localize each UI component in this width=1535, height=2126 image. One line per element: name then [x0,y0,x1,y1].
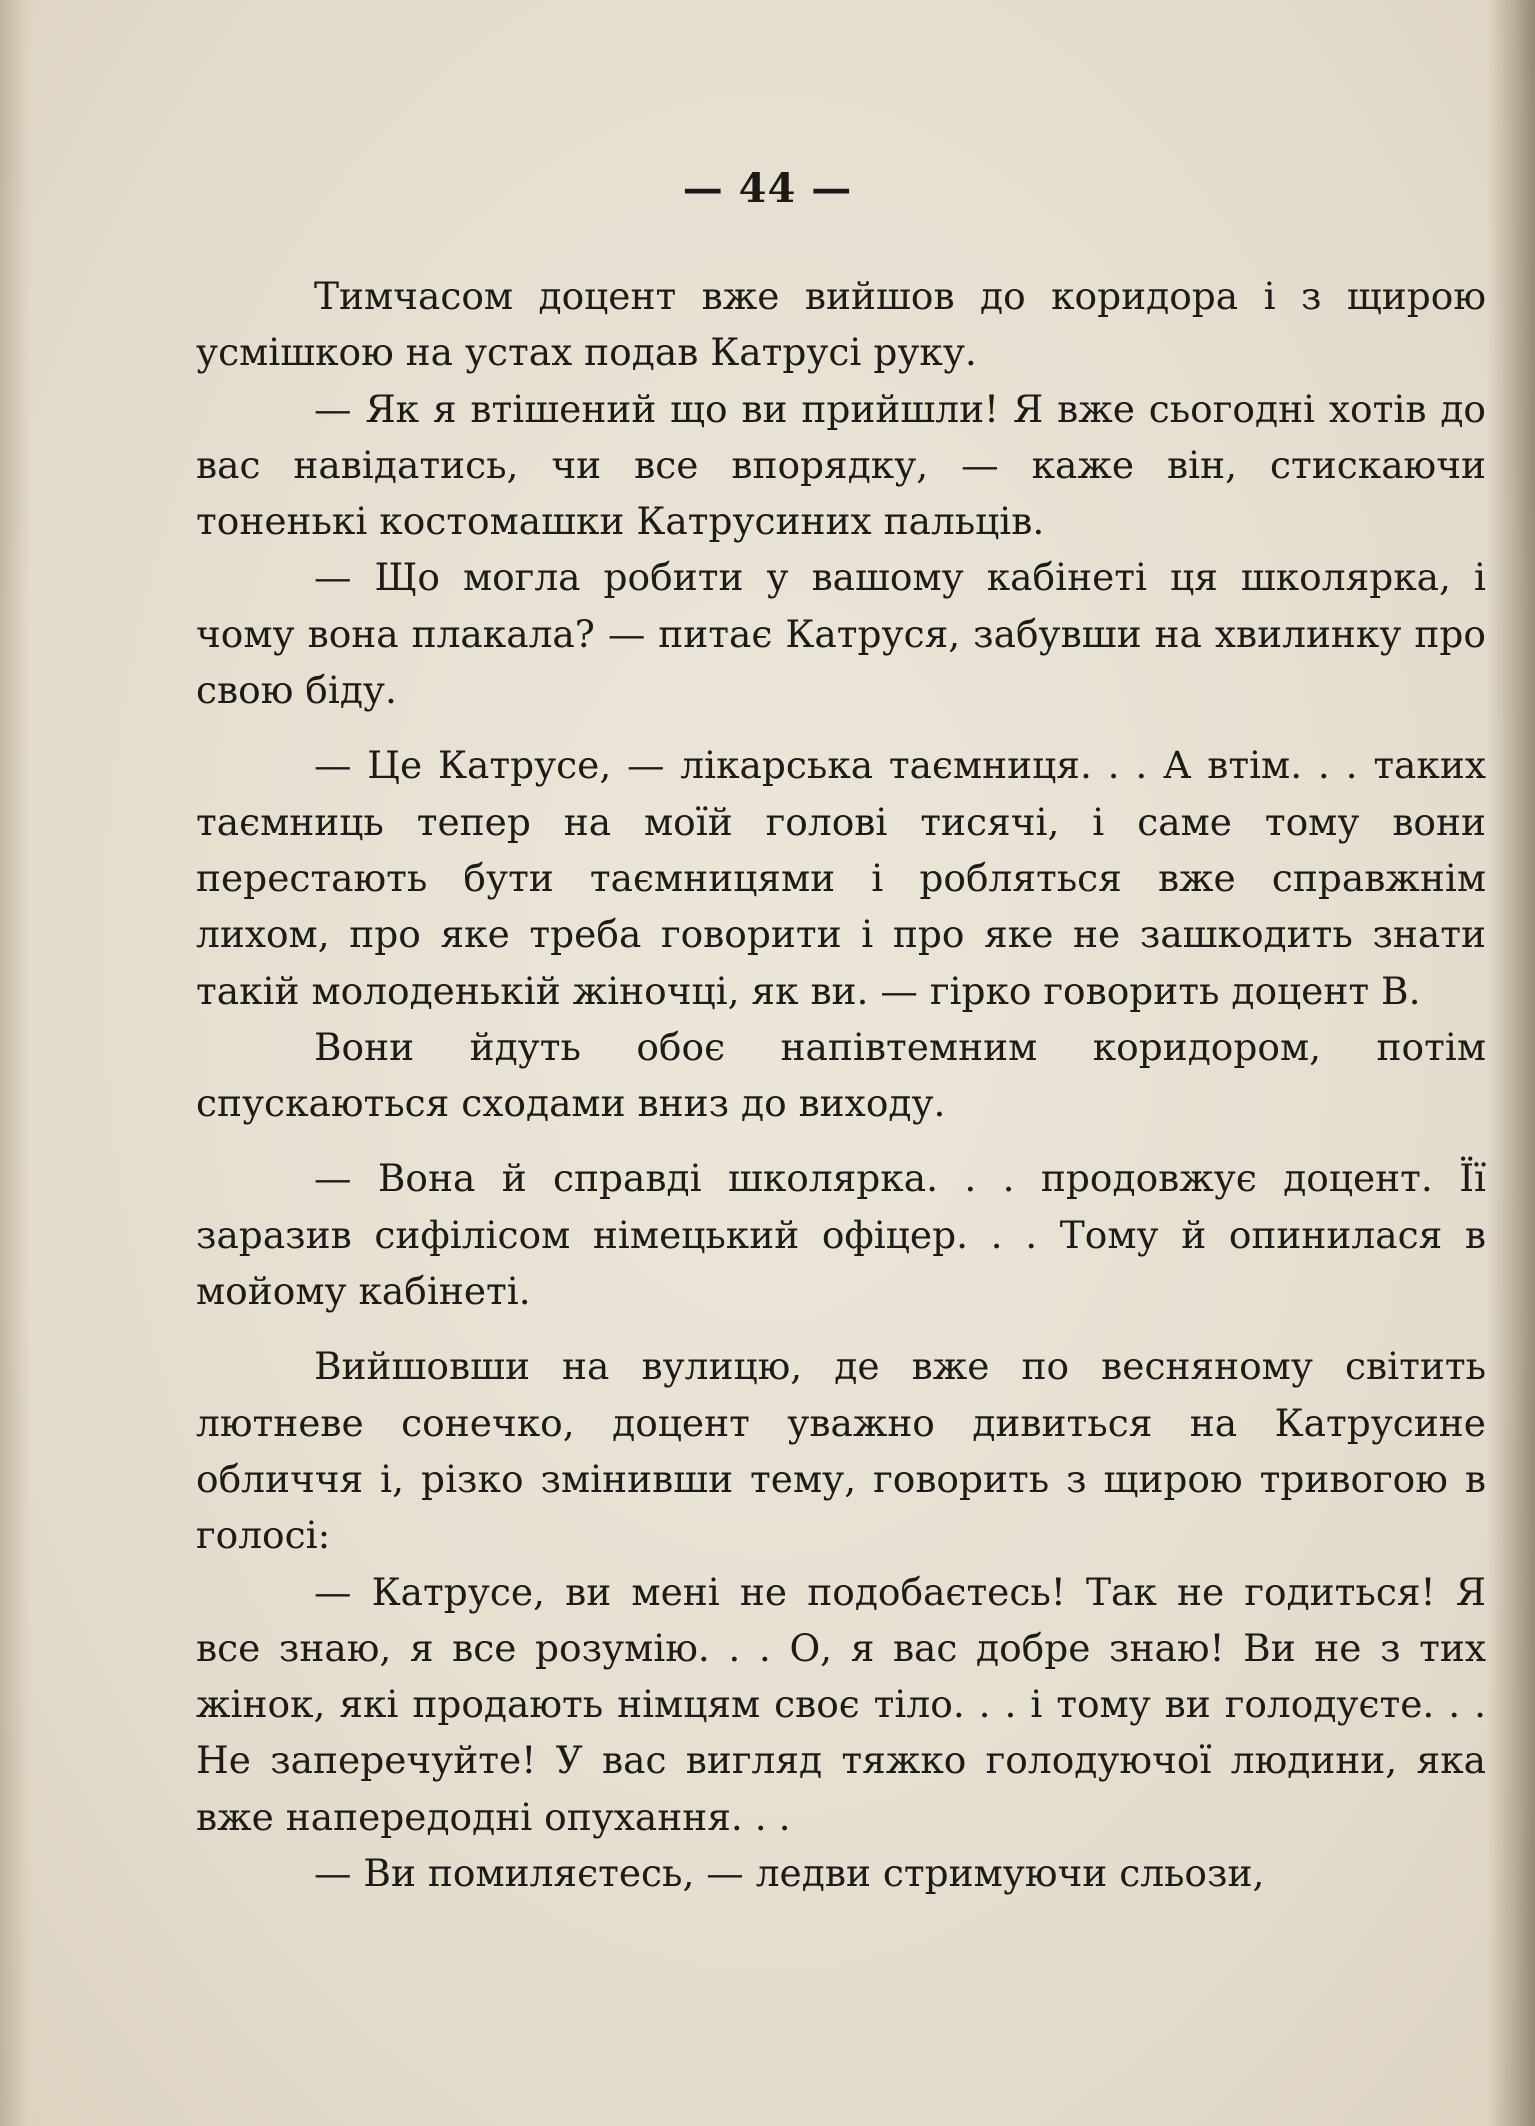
paragraph: — Ви помиляєтесь, — ледви стримуючи сльози, [314,1851,1265,1896]
paragraph: — Вона й справді школярка. . . продовжує доцент. Її заразив сифілісом німецький офіцер. . . Тому й опинилася в мойому кабінеті. [196,1156,1486,1314]
paragraph: Тимчасом доцент вже вийшов до коридора і з щирою усмішкою на устах подав Катрусі руку. [196,274,1486,375]
paragraph: — Як я втішений що ви прийшли! Я вже сьогодні хотів до вас навідатись, чи все впорядку, — каже він, стискаючи тоненькі костомашки Катрусиних пальців. [196,386,1486,544]
page-number: — 44 — [682,165,853,212]
paragraph: — Це Катрусе, — лікарська таємниця. . . А втім. . . таких таємниць тепер на моїй голові тисячі, і саме тому вони перестають бути таємницями і робляться вже справжнім лихом, про яке треба говорити і про яке не зашкодить знати такій молоденькій жіночці, як ви. — гірко говорить доцент В. [196,743,1486,1013]
paragraph: — Що могла робити у вашому кабінеті ця школярка, і чому вона плакала? — питає Катруся, забувши на хвилинку про свою біду. [196,555,1486,713]
book-gutter-shadow [1487,0,1535,2126]
paragraph: Вони йдуть обоє напівтемним коридором, потім спускаються сходами вниз до виходу. [196,1024,1486,1126]
paragraph: — Катрусе, ви мені не подобаєтесь! Так не годиться! Я все знаю, я все розумію. . . О, я вас добре знаю! Ви не з тих жінок, які продають німцям своє тіло. . . і тому ви голодуєте. . . Не заперечуйте! У вас вигляд тяжко голодуючої людини, яка вже напередодні опухання. . . [196,1569,1486,1839]
body-text [196,268,1486,1901]
paragraph: Вийшовши на вулицю, де вже по весняному світить лютневе сонечко, доцент уважно дивиться на Катрусине обличчя і, різко змінивши тему, говорить з щирою тривогою в голосі: [196,1344,1486,1558]
page-edge-shadow [0,0,30,2126]
